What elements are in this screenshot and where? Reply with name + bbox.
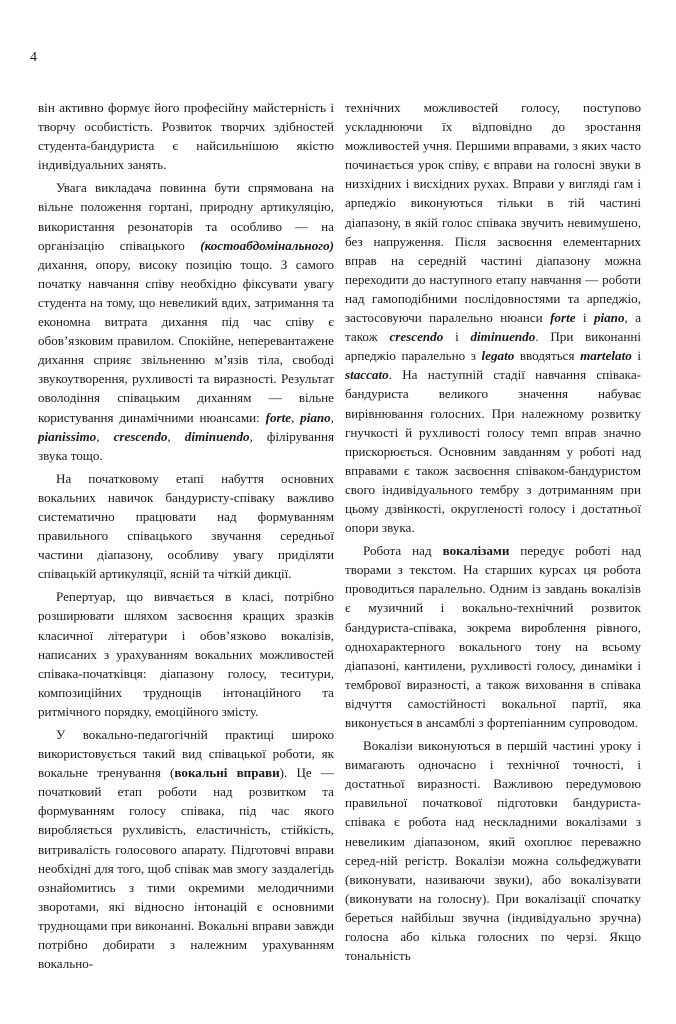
paragraph	[345, 736, 641, 965]
text-run: передує роботі над творами з текстом. На старших курсах ця робота проводиться паралельно. Одним із завдань вокалізів є музичний і вокально-технічний розвиток бандуриста-співака, зокрема вироблення рівного, однохарактерного вокального тону на всьому діапазоні, кантилени, рухливості голосу, динаміки і тембрової виразності, а також виховання в співака відчуття самостійності вокальної партії, яка виконується в ансамблі з фортепіанним супроводом.	[345, 543, 642, 730]
emphasis-term: piano	[300, 409, 331, 425]
text-run: і	[631, 348, 641, 364]
paragraph	[38, 178, 334, 464]
text-run: дихання, опору, високу позицію тощо. З самого початку навчання співу необхідно фіксувати увагу студента на тому, що невеликий вдих, затримання та економна витрата дихання під час співу є обов’язковим правилом. Спокійне, неперевантажене дихання сприяє звільненню м’язів тіла, свободі звукоутворення, рухливості та виразності. Результат оволодіння співацьким диханням — вільне користування динамічними нюансами:	[38, 256, 334, 425]
text-run: ,	[96, 428, 114, 444]
text-run: Увага викладача повинна бути спрямована на вільне положення гортані, природну артикуляцію, використання резонаторів та особливо — на організацію співацького	[38, 180, 334, 253]
text-run: Вокалізи виконуються в першій частині уроку і вимагають одночасно і технічної точності, і достатньої виразності. Важливою передумовою правильної початкової підготовки бандуриста-співака є робота над нескладними вокалізами з невеликим діапазоном, який охоплює переважно серед-ній регістр. Вокалізи можна сольфеджувати (виконувати, називаючи звуки), або вокалізувати (виконувати на голосну). При вокалізації спочатку береться найбільш звучна (індивідуально зручна) голосна або кілька голосних по черзі. Якщо тональність	[345, 738, 641, 964]
bold-term: вокальні вправи	[174, 765, 280, 781]
text-run: Репертуар, що вивчається в класі, потрібно розширювати шляхом засвоєння кращих зразків класичної літератури і обов’язково вокалізів, написаних з урахуванням вокальних можливостей співака-початківця: діапазону голосу, теситури, композиційних труднощів інтонаційного та ритмічного порядку, емоційного змісту.	[38, 589, 334, 719]
emphasis-term: martelato	[580, 348, 632, 364]
text-run: ). Це — початковий етап роботи над розвитком та формуванням голосу співака, під час якого виробляється рухливість, еластичність, стійкість, витривалість голосового апарату. Підготовчі вправи необхідні для того, щоб співак мав змогу заздалегідь ознайомитись з тими окремими мелодичними зворотами, які відносно інтонацій є основними труднощами при виконанні. Вокальні вправи завжди потрібно добирати з належним урахуванням вокально-	[38, 765, 334, 972]
emphasis-term: (костоабдомінального)	[200, 237, 334, 253]
text-run: . На наступній стадії навчання співака-бандуриста великого значення набуває вирівнювання голосних. При належному розвитку гнучкості й рухливості голосу темп вправ значно прискорюється. Основним завданням у роботі над вправами є також засвоєння співаком-бандуристом свого індивідуального тембру з дотриманням при цьому дзвінкості, округленості голосу і достатньої опори звука.	[345, 367, 641, 536]
emphasis-term: forte	[550, 310, 576, 326]
text-run: і	[443, 329, 471, 345]
paragraph	[38, 587, 334, 721]
text-run: На початковому етапі набуття основних вокальних навичок бандуристу-співаку важливо систематично працювати над формуванням правильного співацького звучання середньої частини діапазону, особливу увагу приділяти співацькій артикуляції, ясній та чіткій дикції.	[38, 470, 334, 582]
emphasis-term: diminuendo	[470, 329, 536, 345]
paragraph	[345, 98, 641, 537]
text-run: , філірування звука тощо.	[38, 428, 335, 463]
paragraph	[38, 469, 334, 584]
text-run: вводяться	[514, 348, 581, 364]
emphasis-term: crescendo	[113, 428, 168, 444]
paragraph	[38, 98, 334, 174]
text-run: технічних можливостей голосу, поступово ускладнюючи їх відповідно до зростання можливостей учня. Першими вправами, з яких часто починається урок співу, є вправи на голосні звуки в низхідних і висхідних рухах. Вправи у вигляді гам і арпеджіо виконуються тільки в тій частині діапазону, в якій голос співака звучить невимушено, без напруження. Після засвоєння елементарних вправ на середній частині діапазону можна переходити до наступного етапу навчання — роботи над гамоподібними послідовностями та арпеджіо, застосовуючи паралельно нюанси	[345, 100, 641, 326]
text-run: він активно формує його професійну майстерність і творчу особистість. Розвиток творчих здібностей студента-бандуриста є найсильнішою якістю індивідуальних занять.	[38, 100, 334, 173]
text-run: ,	[330, 409, 335, 425]
emphasis-term: diminuendo	[184, 428, 250, 444]
text-run: У вокально-педагогічній практиці широко використовується такий вид співацької роботи, як вокальне тренування (	[38, 727, 334, 781]
emphasis-term: piano	[593, 310, 625, 326]
bold-term: вокалізами	[442, 543, 510, 559]
emphasis-term: pianissimo	[38, 428, 97, 444]
right-column	[345, 98, 641, 965]
text-run: ,	[291, 409, 301, 425]
text-run: і	[575, 310, 594, 326]
paragraph	[345, 541, 641, 732]
paragraph	[38, 725, 334, 973]
emphasis-term: forte	[265, 409, 292, 425]
text-run: Робота над	[363, 543, 443, 559]
text-run: ,	[167, 428, 185, 444]
page-number: 4	[30, 50, 37, 65]
emphasis-term: staccato	[345, 367, 389, 383]
emphasis-term: legato	[481, 348, 515, 364]
text-run: , а також	[345, 310, 641, 345]
emphasis-term: crescendo	[389, 329, 444, 345]
text-run: . При виконанні арпеджіо паралельно з	[345, 329, 642, 364]
left-column	[38, 98, 334, 973]
